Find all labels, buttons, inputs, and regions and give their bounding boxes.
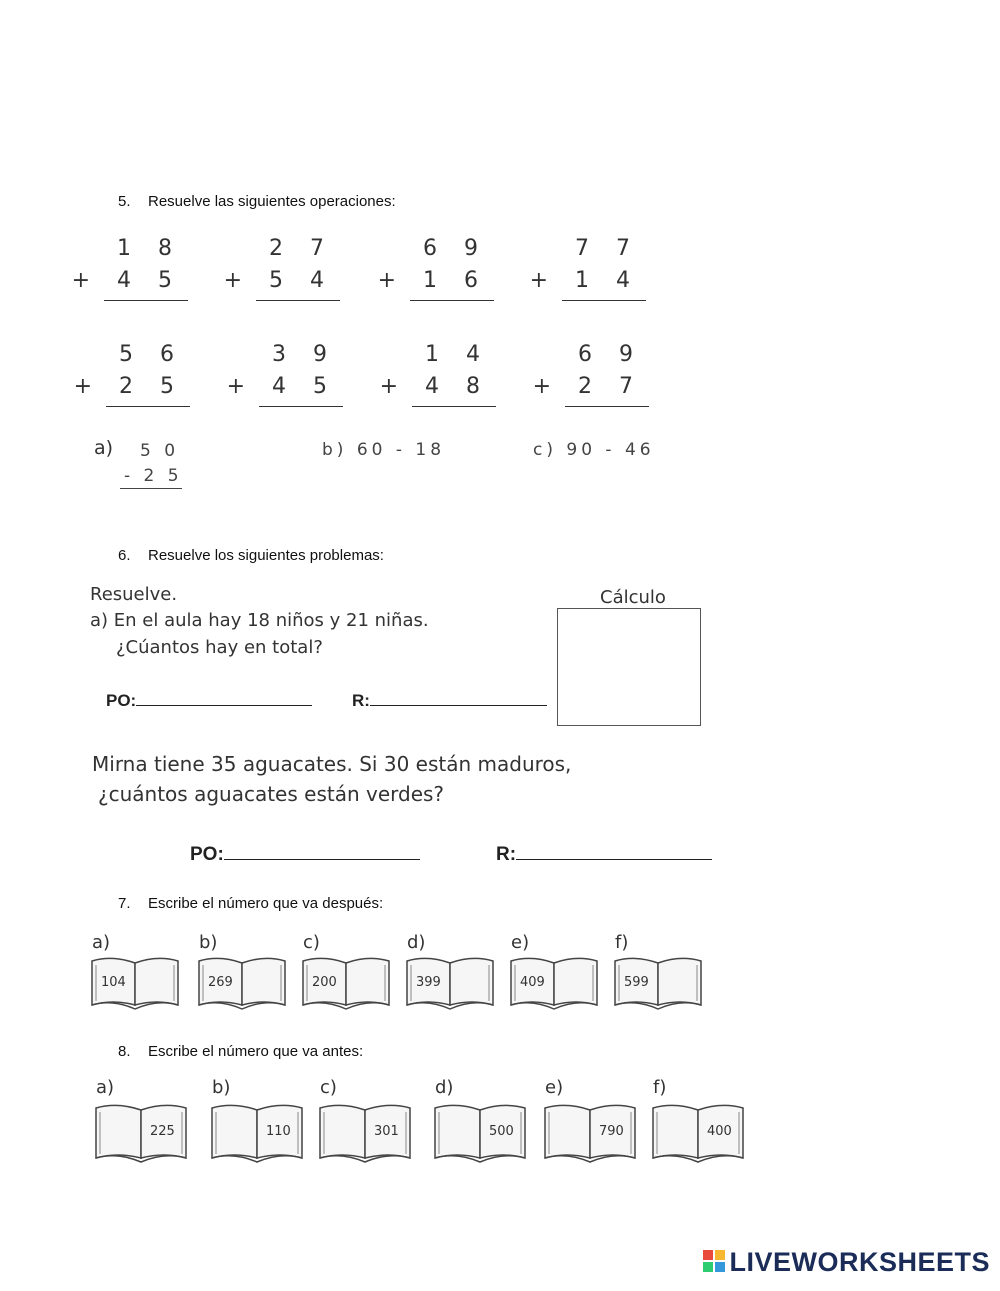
section-title: Resuelve las siguientes operaciones: [148, 193, 396, 210]
r-label: R: [352, 691, 370, 710]
book-label: c) [303, 932, 320, 953]
problem-a-line2: ¿Cúantos hay en total? [116, 637, 323, 658]
book-label: e) [511, 932, 530, 953]
sum-line [410, 300, 494, 301]
r-label: R: [496, 844, 517, 865]
sum-line [104, 300, 188, 301]
book-label: a) [96, 1077, 115, 1098]
subtraction-a-bottom: - 2 5 [124, 466, 183, 486]
addend-top: 6 9 [423, 236, 488, 261]
open-book-icon [613, 953, 703, 1011]
open-book-icon [301, 953, 391, 1011]
addend-top: 7 7 [575, 236, 640, 261]
addend-bottom: + 4 5 [71, 268, 182, 293]
addition-problem-1 [71, 236, 188, 298]
problem-a-r [352, 689, 547, 711]
book-label: b) [212, 1077, 231, 1098]
problem-a-po [106, 689, 312, 711]
book-number: 301 [374, 1124, 399, 1139]
addend-bottom: + 2 5 [73, 374, 184, 399]
addend-top: 5 6 [119, 342, 184, 367]
problem-a-line1: a) En el aula hay 18 niños y 21 niñas. [90, 610, 429, 631]
answer-page[interactable] [658, 1113, 694, 1145]
po-answer-line[interactable] [224, 843, 420, 860]
open-book-icon [210, 1100, 304, 1164]
answer-page[interactable] [140, 965, 174, 994]
calc-label: Cálculo [600, 587, 666, 608]
section-5-heading [118, 193, 396, 210]
book-number: 104 [101, 975, 126, 990]
addend-bottom: + 5 4 [223, 268, 334, 293]
open-book-icon [90, 953, 180, 1011]
po-answer-line[interactable] [136, 689, 312, 706]
calc-box[interactable] [557, 608, 701, 726]
sum-line [259, 406, 343, 407]
addition-problem-6 [226, 342, 343, 404]
addend-bottom: + 1 6 [377, 268, 488, 293]
answer-page[interactable] [455, 965, 489, 994]
answer-page[interactable] [351, 965, 385, 994]
section-title: Escribe el número que va después: [148, 895, 384, 912]
sum-line [565, 406, 649, 407]
book-label: d) [407, 932, 426, 953]
problem-b-r [496, 843, 712, 866]
open-book-icon [433, 1100, 527, 1164]
section-number: 8. [118, 1043, 131, 1060]
book-label: d) [435, 1077, 454, 1098]
book-number: 399 [416, 975, 441, 990]
addition-problem-7 [379, 342, 496, 404]
open-book-icon [318, 1100, 412, 1164]
open-book-icon [543, 1100, 637, 1164]
problem-intro: Resuelve. [90, 584, 178, 605]
logo-text: LIVEWORKSHEETS [729, 1246, 990, 1277]
addend-bottom: + 1 4 [529, 268, 640, 293]
addition-problem-8 [532, 342, 649, 404]
book-label: a) [92, 932, 111, 953]
section-number: 7. [118, 895, 131, 912]
addend-top: 1 8 [117, 236, 182, 261]
addend-top: 6 9 [578, 342, 643, 367]
book-number: 269 [208, 975, 233, 990]
section-7-heading [118, 895, 383, 912]
problem-b-line2: ¿cuántos aguacates están verdes? [98, 782, 445, 806]
sum-line [412, 406, 496, 407]
addend-bottom: + 2 7 [532, 374, 643, 399]
addend-bottom: + 4 8 [379, 374, 490, 399]
answer-page[interactable] [550, 1113, 586, 1145]
open-book-icon [651, 1100, 745, 1164]
book-number: 200 [312, 975, 337, 990]
po-label: PO: [106, 691, 137, 710]
book-number: 409 [520, 975, 545, 990]
book-label: e) [545, 1077, 564, 1098]
sum-line [256, 300, 340, 301]
answer-page[interactable] [440, 1113, 476, 1145]
r-answer-line[interactable] [370, 689, 547, 706]
answer-page[interactable] [247, 965, 281, 994]
open-book-icon [197, 953, 287, 1011]
logo-blocks-icon [703, 1250, 725, 1274]
book-number: 599 [624, 975, 649, 990]
subtraction-a-top: 5 0 [140, 441, 180, 461]
answer-page[interactable] [325, 1113, 361, 1145]
subtraction-a-line [120, 488, 182, 489]
r-answer-line[interactable] [516, 843, 712, 860]
addend-top: 2 7 [269, 236, 334, 261]
book-number: 790 [599, 1124, 624, 1139]
section-title: Escribe el número que va antes: [148, 1043, 364, 1060]
book-label: f) [653, 1077, 667, 1098]
book-label: f) [615, 932, 629, 953]
liveworksheets-logo [703, 1247, 990, 1277]
section-number: 6. [118, 547, 131, 564]
addition-problem-2 [223, 236, 340, 298]
book-number: 400 [707, 1124, 732, 1139]
book-label: c) [320, 1077, 337, 1098]
answer-page[interactable] [101, 1113, 137, 1145]
answer-page[interactable] [217, 1113, 253, 1145]
problem-b-po [190, 843, 420, 866]
addition-problem-3 [377, 236, 494, 298]
answer-page[interactable] [663, 965, 697, 994]
book-label: b) [199, 932, 218, 953]
answer-page[interactable] [559, 965, 593, 994]
addition-problem-5 [73, 342, 190, 404]
open-book-icon [509, 953, 599, 1011]
book-number: 110 [266, 1124, 291, 1139]
open-book-icon [94, 1100, 188, 1164]
book-number: 500 [489, 1124, 514, 1139]
section-8-heading [118, 1043, 363, 1060]
addition-problem-4 [529, 236, 646, 298]
subtraction-b: b) 60 - 18 [322, 440, 446, 460]
addend-bottom: + 4 5 [226, 374, 337, 399]
problem-b-line1: Mirna tiene 35 aguacates. Si 30 están maduros, [92, 752, 572, 776]
open-book-icon [405, 953, 495, 1011]
section-title: Resuelve los siguientes problemas: [148, 547, 384, 564]
section-number: 5. [118, 193, 131, 210]
addend-top: 1 4 [425, 342, 490, 367]
book-number: 225 [150, 1124, 175, 1139]
section-6-heading [118, 547, 384, 564]
addend-top: 3 9 [272, 342, 337, 367]
sum-line [106, 406, 190, 407]
subtraction-c: c) 90 - 46 [533, 440, 655, 460]
sum-line [562, 300, 646, 301]
po-label: PO: [190, 844, 224, 865]
subtraction-a-label: a) [94, 437, 114, 459]
